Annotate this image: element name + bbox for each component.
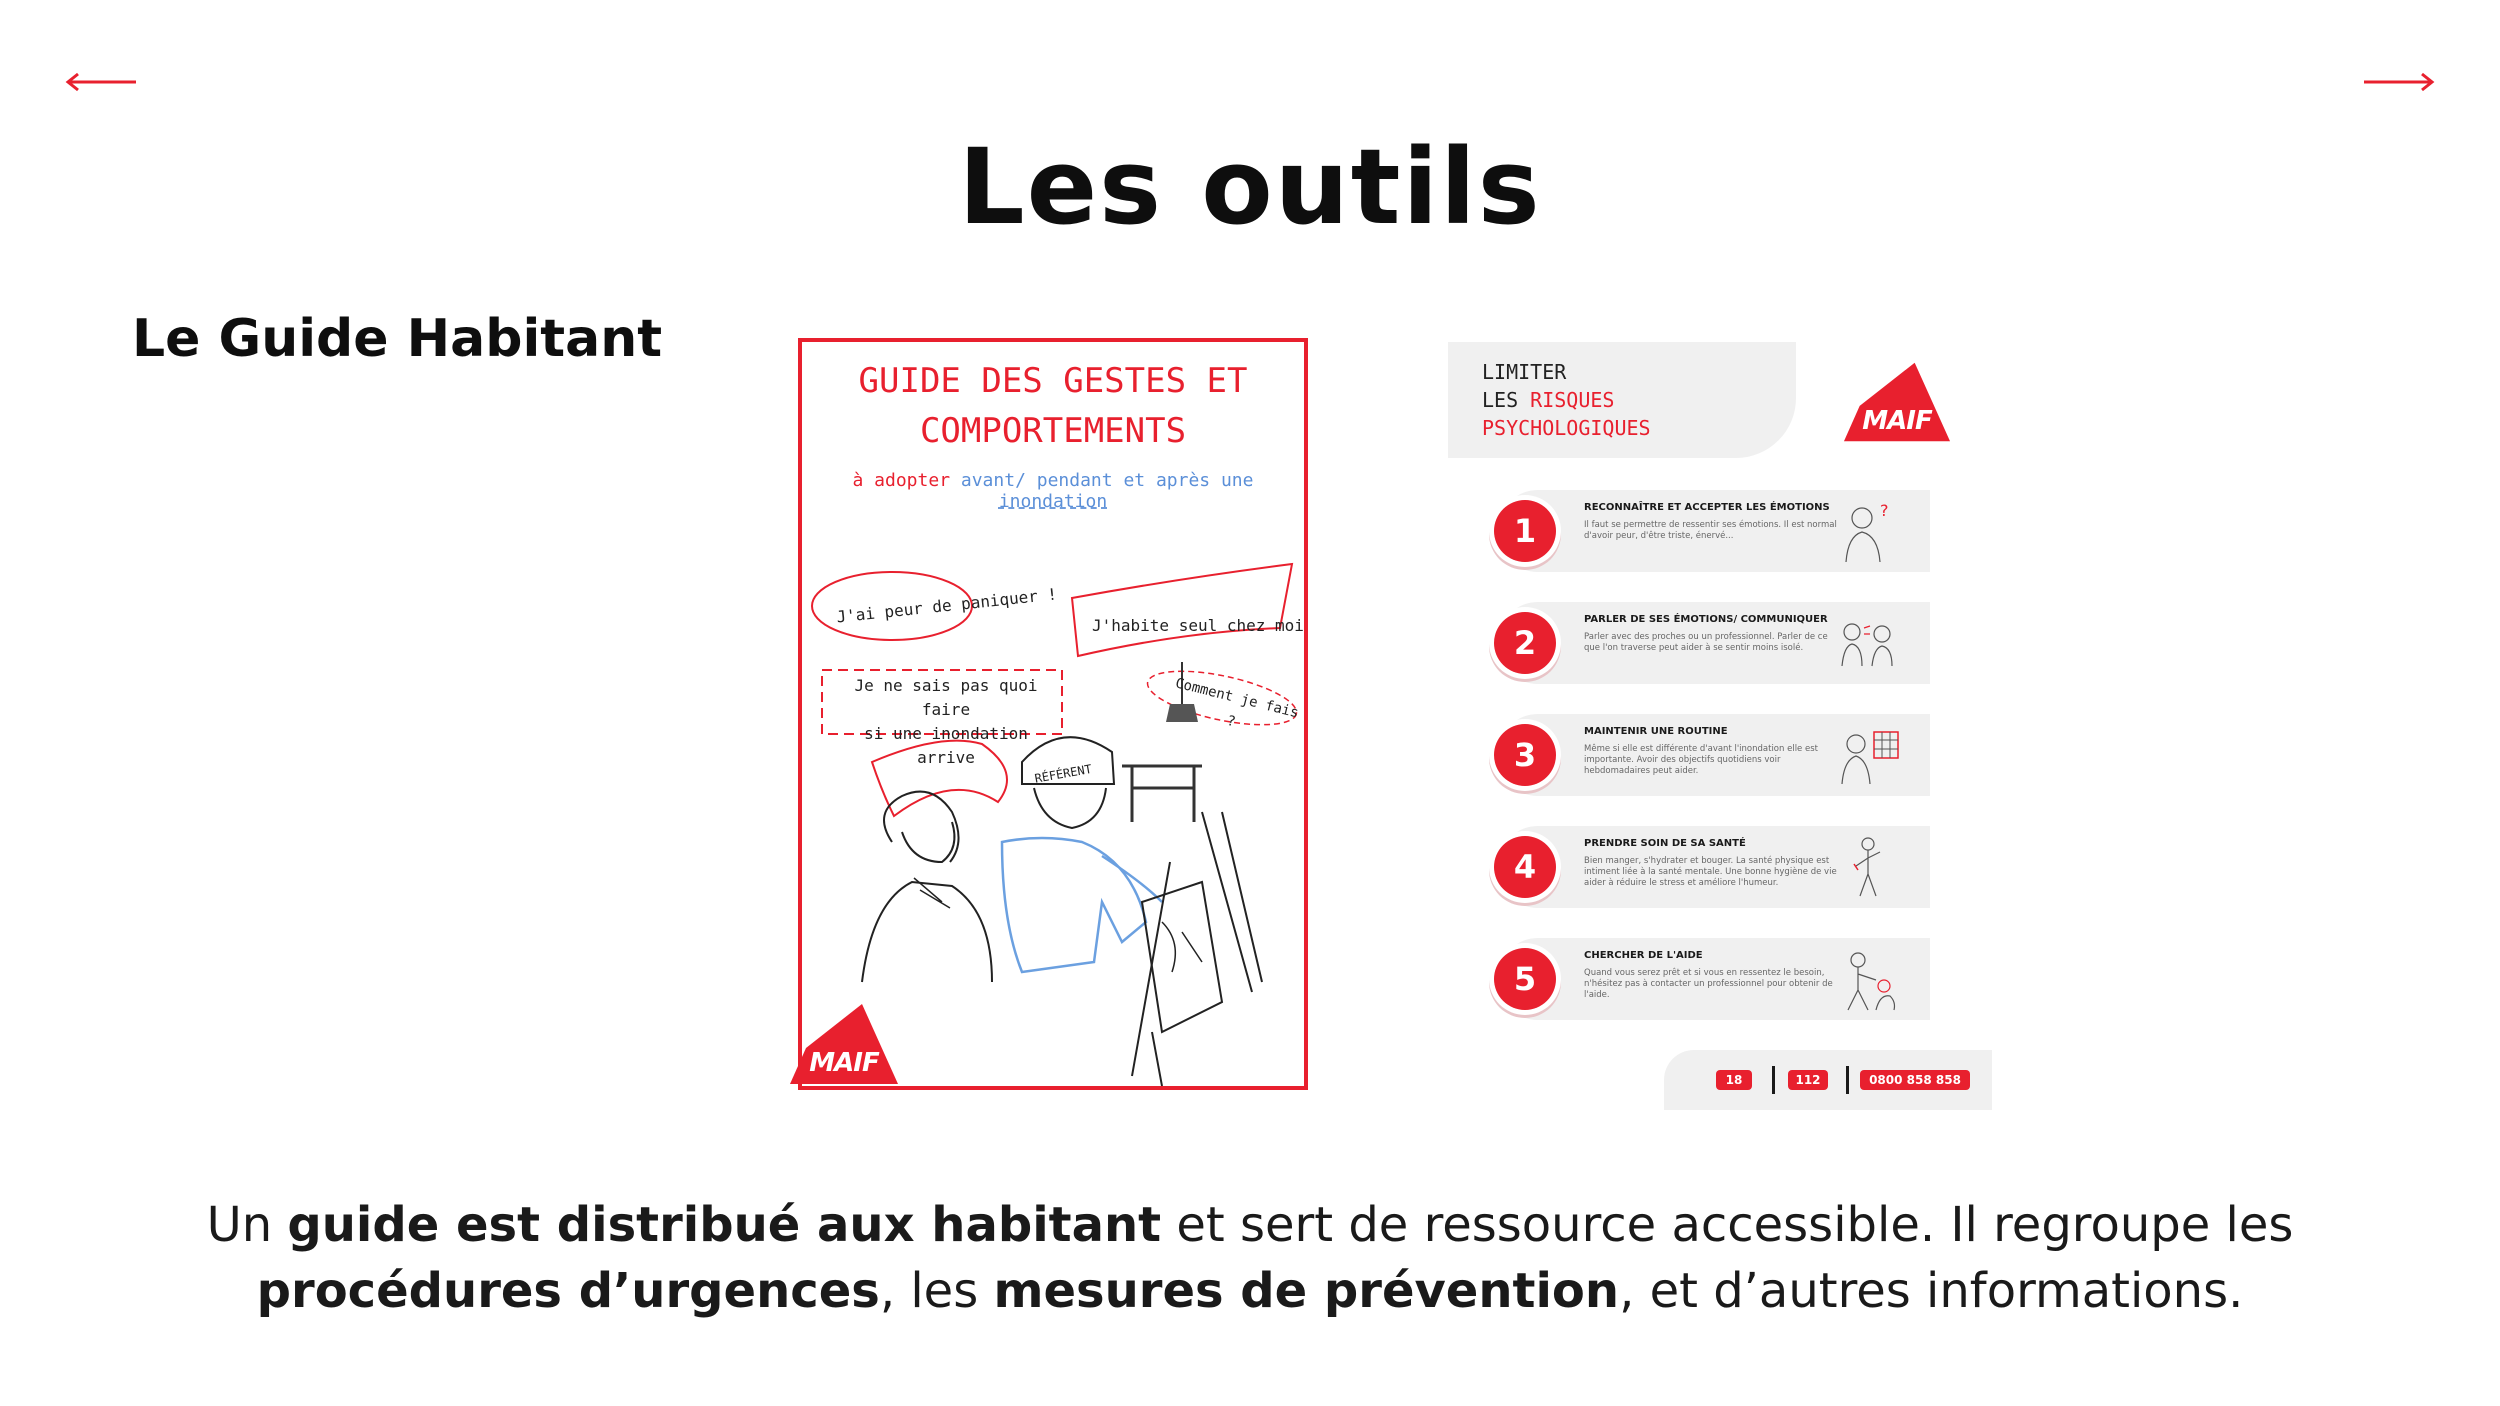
two-people-talking-icon [1836,610,1900,676]
step-number: 4 [1494,836,1556,898]
step-card [1498,938,1930,1020]
prev-arrow-icon[interactable] [62,70,138,94]
step-title: MAINTENIR UNE ROUTINE [1584,726,1728,737]
phone-18[interactable]: 18 [1716,1070,1752,1090]
cover-title: GUIDE DES GESTES ET COMPORTEMENTS [858,361,1248,451]
step-title: PARLER DE SES ÉMOTIONS/ COMMUNIQUER [1584,614,1828,625]
calendar-routine-icon [1836,722,1900,788]
step-card [1498,714,1930,796]
help-support-icon [1836,946,1900,1012]
step-card [1498,490,1930,572]
guide-cover-image [798,338,1308,1090]
step-description: Bien manger, s'hydrater et bouger. La santé physique est intiment liée à la santé mentale. Une bonne hygiène de vie aider à réduire le stress et améliore l'humeur. [1584,856,1837,888]
step-description: Parler avec des proches ou un professionnel. Parler de ce que l'on traverse peut aider à se sentir moins isolé. [1584,632,1828,653]
bubble-panic: J'ai peur de paniquer ! [835,584,1058,627]
svg-text:?: ? [1880,501,1889,520]
bubble-dont-know: Je ne sais pas quoi faire si une inondation arrive [854,676,1038,767]
next-arrow-icon[interactable] [2362,70,2438,94]
psychological-risks-infographic [1448,338,1996,1110]
helmet-label: RÉFÉRENT [1033,761,1093,786]
cover-subtitle: à adopter avant/ pendant et après une inondation [852,470,1254,512]
bubble-alone: J'habite seul chez moi [1092,616,1304,635]
step-title: RECONNAÎTRE ET ACCEPTER LES ÉMOTIONS [1584,502,1830,513]
thinking-person-icon [1836,498,1900,564]
step-description: Même si elle est différente d'avant l'inondation elle est importante. Avoir des objectifs quotidiens voir hebdomadaires peut aider. [1584,744,1818,776]
page-title: Les outils [958,126,1542,248]
bubble-how: Comment je fais ? [1173,675,1301,731]
section-subtitle: Le Guide Habitant [132,309,663,369]
separator [1846,1066,1849,1094]
step-card [1498,602,1930,684]
step-number: 2 [1494,612,1556,674]
step-title: PRENDRE SOIN DE SA SANTÉ [1584,838,1746,849]
step-card [1498,826,1930,908]
exercising-person-icon [1836,834,1900,900]
step-number: 1 [1494,500,1556,562]
phone-112[interactable]: 112 [1788,1070,1828,1090]
step-description: Il faut se permettre de ressentir ses émotions. Il est normal d'avoir peur, d'être triste, énervé... [1584,520,1837,541]
description-text: Un guide est distribué aux habitant et sert de ressource accessible. Il regroupe les procédures d’urgences, les mesures de prévention, et d’autres informations. [206,1197,2294,1319]
step-number: 5 [1494,948,1556,1010]
separator [1772,1066,1775,1094]
maif-logo: MAIF [788,1002,900,1086]
step-title: CHERCHER DE L'AIDE [1584,950,1703,961]
step-number: 3 [1494,724,1556,786]
emergency-numbers [1664,1050,1992,1110]
maif-logo: MAIF [1842,360,1952,444]
phone-0800[interactable]: 0800 858 858 [1860,1070,1970,1090]
infographic-header: LIMITER LES RISQUES PSYCHOLOGIQUES [1448,342,1796,458]
step-description: Quand vous serez prêt et si vous en ressentez le besoin, n'hésitez pas à contacter un professionnel pour obtenir de l'aide. [1584,968,1833,1000]
